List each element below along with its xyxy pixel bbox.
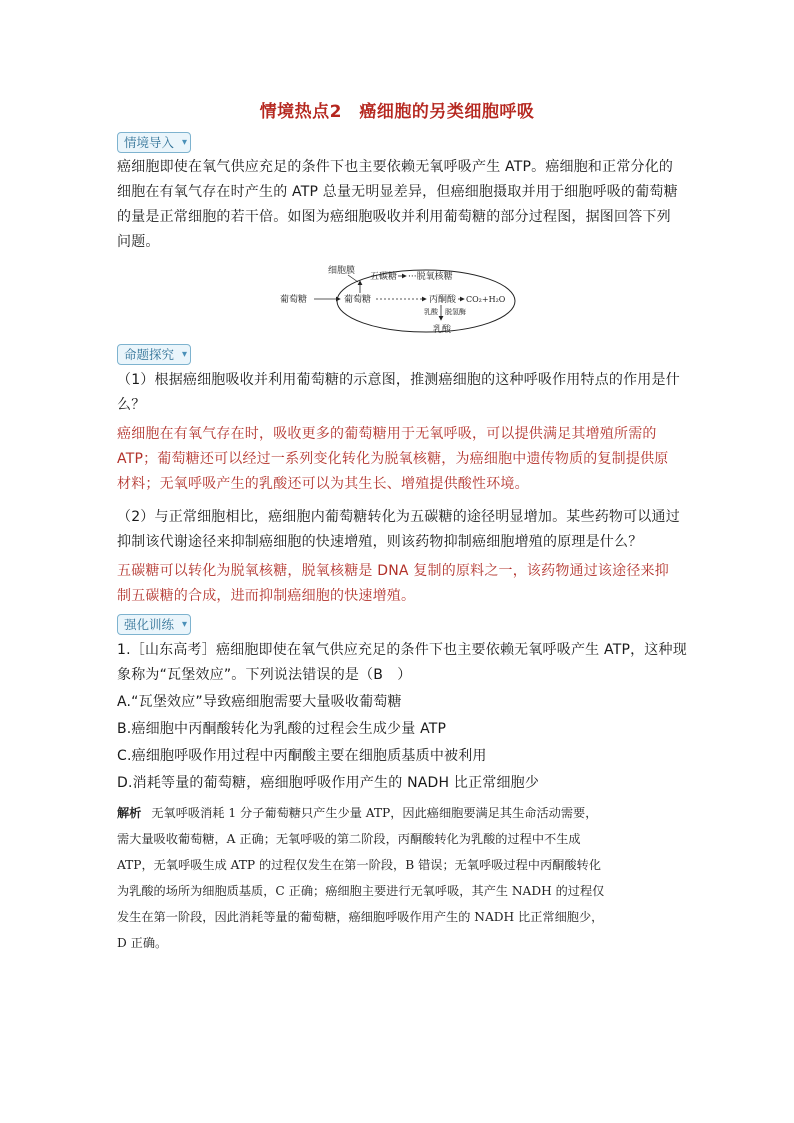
question-line: （2）与正常细胞相比，癌细胞内葡萄糖转化为五碳糖的途径明显增加。某些药物可以通过 xyxy=(117,509,680,525)
question-line: 抑制该代谢途径来抑制癌细胞的快速增殖，则该药物抑制癌细胞增殖的原理是什么？ xyxy=(117,534,643,550)
solution-label: 解析 xyxy=(117,806,142,820)
products-label: CO₂+H₂O xyxy=(466,295,506,304)
enzyme-label-2: 脱氢酶 xyxy=(445,308,466,316)
answer-line: 癌细胞在有氧气存在时，吸收更多的葡萄糖用于无氧呼吸，可以提供满足其增殖所需的 xyxy=(117,426,657,442)
page-title: 情境热点2 癌细胞的另类细胞呼吸 xyxy=(259,102,535,122)
answer-line: 制五碳糖的合成，进而抑制癌细胞的快速增殖。 xyxy=(117,588,416,604)
lactate-label: 乳酸 xyxy=(433,325,452,335)
membrane-pointer-line xyxy=(348,275,358,282)
intro-line: 癌细胞即使在氧气供应充足的条件下也主要依赖无氧呼吸产生 ATP。癌细胞和正常分化的 xyxy=(117,159,674,175)
intro-paragraph xyxy=(117,155,677,255)
intro-line: 的量是正常细胞的若干倍。如图为癌细胞吸收并利用葡萄糖的部分过程图，据图回答下列 xyxy=(117,209,671,225)
glucose-metabolism-diagram xyxy=(278,262,518,336)
glucose-outside-label: 葡萄糖 xyxy=(280,295,308,305)
question-line: 1.［山东高考］癌细胞即使在氧气供应充足的条件下也主要依赖无氧呼吸产生 ATP，这种现 xyxy=(117,642,687,658)
section-tag-train xyxy=(117,614,191,635)
answer-line: 五碳糖可以转化为脱氧核糖，脱氧核糖是 DNA 复制的原料之一，该药物通过该途径来抑 xyxy=(117,563,669,579)
intro-line: 细胞在有氧气存在时产生的 ATP 总量无明显差异，但癌细胞摄取并用于细胞呼吸的葡萄糖 xyxy=(117,184,678,200)
question-line: （1）根据癌细胞吸收并利用葡萄糖的示意图，推测癌细胞的这种呼吸作用特点的作用是什 xyxy=(117,372,680,388)
chevron-down-icon: ▾ xyxy=(181,349,188,360)
membrane-label: 细胞膜 xyxy=(328,266,356,276)
solution-line: 需大量吸收葡萄糖，A 正确；无氧呼吸的第二阶段，丙酮酸转化为乳酸的过程中不生成 xyxy=(117,832,581,846)
chevron-down-icon: ▾ xyxy=(181,137,188,148)
solution-line: 为乳酸的场所为细胞质基质，C 正确；癌细胞主要进行无氧呼吸，其产生 NADH 的过程仅 xyxy=(117,884,605,898)
question-1 xyxy=(117,368,680,418)
enzyme-label-1: 乳酸 xyxy=(424,308,438,316)
option-b: B.癌细胞中丙酮酸转化为乳酸的过程会生成少量 ATP xyxy=(117,721,447,737)
section-tag-label: 命题探究 xyxy=(124,347,175,362)
question-line: 么？ xyxy=(117,397,146,413)
solution-line: 无氧呼吸消耗 1 分子葡萄糖只产生少量 ATP，因此癌细胞要满足其生命活动需要， xyxy=(151,806,598,820)
pyruvate-label: 丙酮酸 xyxy=(429,295,457,305)
question-2 xyxy=(117,505,680,555)
solution-line: D 正确。 xyxy=(117,936,168,950)
practice-question xyxy=(117,638,687,796)
answer-2 xyxy=(117,559,677,609)
deoxyribose-label: ···脱氧核糖 xyxy=(408,272,453,282)
intro-line: 问题。 xyxy=(117,234,160,250)
pentose-label: 五碳糖 xyxy=(370,272,398,282)
section-tag-explore xyxy=(117,344,191,365)
solution-block xyxy=(117,800,677,956)
answer-line: ATP；葡萄糖还可以经过一系列变化转化为脱氧核糖，为癌细胞中遗传物质的复制提供原 xyxy=(117,451,669,467)
option-c: C.癌细胞呼吸作用过程中丙酮酸主要在细胞质基质中被利用 xyxy=(117,748,487,764)
section-tag-intro xyxy=(117,132,191,153)
solution-line: ATP，无氧呼吸生成 ATP 的过程仅发生在第一阶段，B 错误；无氧呼吸过程中丙酮酸转化 xyxy=(117,858,601,872)
section-tag-label: 情境导入 xyxy=(124,135,175,150)
option-a: A.“瓦堡效应”导致癌细胞需要大量吸收葡萄糖 xyxy=(117,694,402,710)
glucose-inside-label: 葡萄糖 xyxy=(344,295,372,305)
answer-line: 材料；无氧呼吸产生的乳酸还可以为其生长、增殖提供酸性环境。 xyxy=(117,476,529,492)
solution-line: 发生在第一阶段，因此消耗等量的葡萄糖，癌细胞呼吸作用产生的 NADH 比正常细胞少， xyxy=(117,910,604,924)
question-line: 象称为“瓦堡效应”。下列说法错误的是（B ） xyxy=(117,667,412,683)
option-d: D.消耗等量的葡萄糖，癌细胞呼吸作用产生的 NADH 比正常细胞少 xyxy=(117,775,540,791)
section-tag-label: 强化训练 xyxy=(124,617,175,632)
chevron-down-icon: ▾ xyxy=(181,619,188,630)
answer-1 xyxy=(117,422,677,497)
